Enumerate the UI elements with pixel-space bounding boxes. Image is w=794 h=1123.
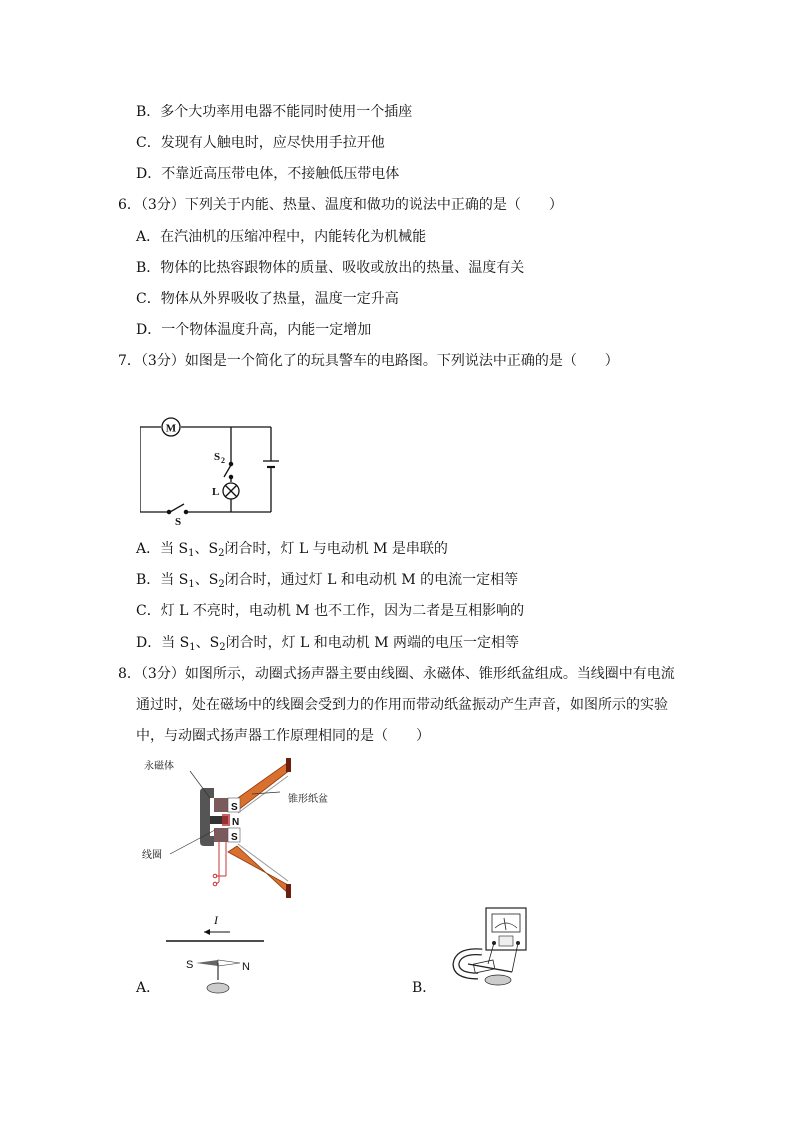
q6-option-b: B．物体的比热容跟物体的质量、吸收或放出的热量、温度有关 <box>136 260 525 276</box>
q7-option-d: D．当 $S_1$、$S_2$闭合时，灯 L 和电动机 M 两端的电压一定相等 <box>136 635 520 653</box>
q7-option-c: C．灯 L 不亮时，电动机 M 也不工作，因为二者是互相影响的 <box>136 603 525 619</box>
q8-option-a-label: A． <box>136 980 161 996</box>
pole-s-bottom: S <box>231 832 238 843</box>
pole-n: N <box>232 817 240 828</box>
coil-label: 线圈 <box>142 850 162 861</box>
magnet-label: 永磁体 <box>144 761 174 772</box>
switch2-subscript: 2 <box>221 456 225 465</box>
option-b-meter-figure <box>438 906 533 990</box>
q8-option-b-label: B． <box>412 980 437 996</box>
q5-option-d: D．不靠近高压带电体，不接触低压带电体 <box>136 166 400 182</box>
pole-s-top: S <box>231 802 238 813</box>
q5-option-c: C．发现有人触电时，应尽快用手拉开他 <box>136 135 385 151</box>
option-a-compass-figure <box>160 908 270 998</box>
current-label: I <box>214 913 218 927</box>
q6-option-a: A．在汽油机的压缩冲程中，内能转化为机械能 <box>136 229 427 245</box>
q7-option-a: A．当 $S_1$、$S_2$闭合时，灯 L 与电动机 M 是串联的 <box>136 541 448 559</box>
q8-stem-line3: 中，与动圈式扬声器工作原理相同的是（ ） <box>136 728 430 744</box>
q8-stem-line2: 通过时，处在磁场中的线圈会受到力的作用而带动纸盆振动产生声音，如图所示的实验 <box>136 697 668 713</box>
q8-stem-line1: 8．（3分）如图所示，动圈式扬声器主要由线圈、永磁体、锥形纸盆组成。当线圈中有电流 <box>118 666 675 682</box>
q7-circuit-diagram <box>140 415 290 530</box>
lamp-label: L <box>212 486 220 498</box>
switch-label: S <box>175 516 182 528</box>
motor-label: M <box>165 422 177 435</box>
q6-option-c: C．物体从外界吸收了热量，温度一定升高 <box>136 291 399 307</box>
compass-south: S <box>186 959 194 971</box>
cone-label: 锥形纸盆 <box>288 794 328 805</box>
speaker-diagram <box>140 758 360 898</box>
q5-option-b: B．多个大功率用电器不能同时使用一个插座 <box>136 104 413 120</box>
switch2-label: S <box>214 451 221 463</box>
q7-option-b: B．当 $S_1$、$S_2$闭合时，通过灯 L 和电动机 M 的电流一定相等 <box>136 572 519 590</box>
q6-option-d: D．一个物体温度升高，内能一定增加 <box>136 322 372 338</box>
q7-stem: 7．（3分）如图是一个简化了的玩具警车的电路图。下列说法中正确的是（ ） <box>118 353 619 369</box>
compass-north: N <box>242 961 250 973</box>
q6-stem: 6．（3分）下列关于内能、热量、温度和做功的说法中正确的是（ ） <box>118 197 563 213</box>
